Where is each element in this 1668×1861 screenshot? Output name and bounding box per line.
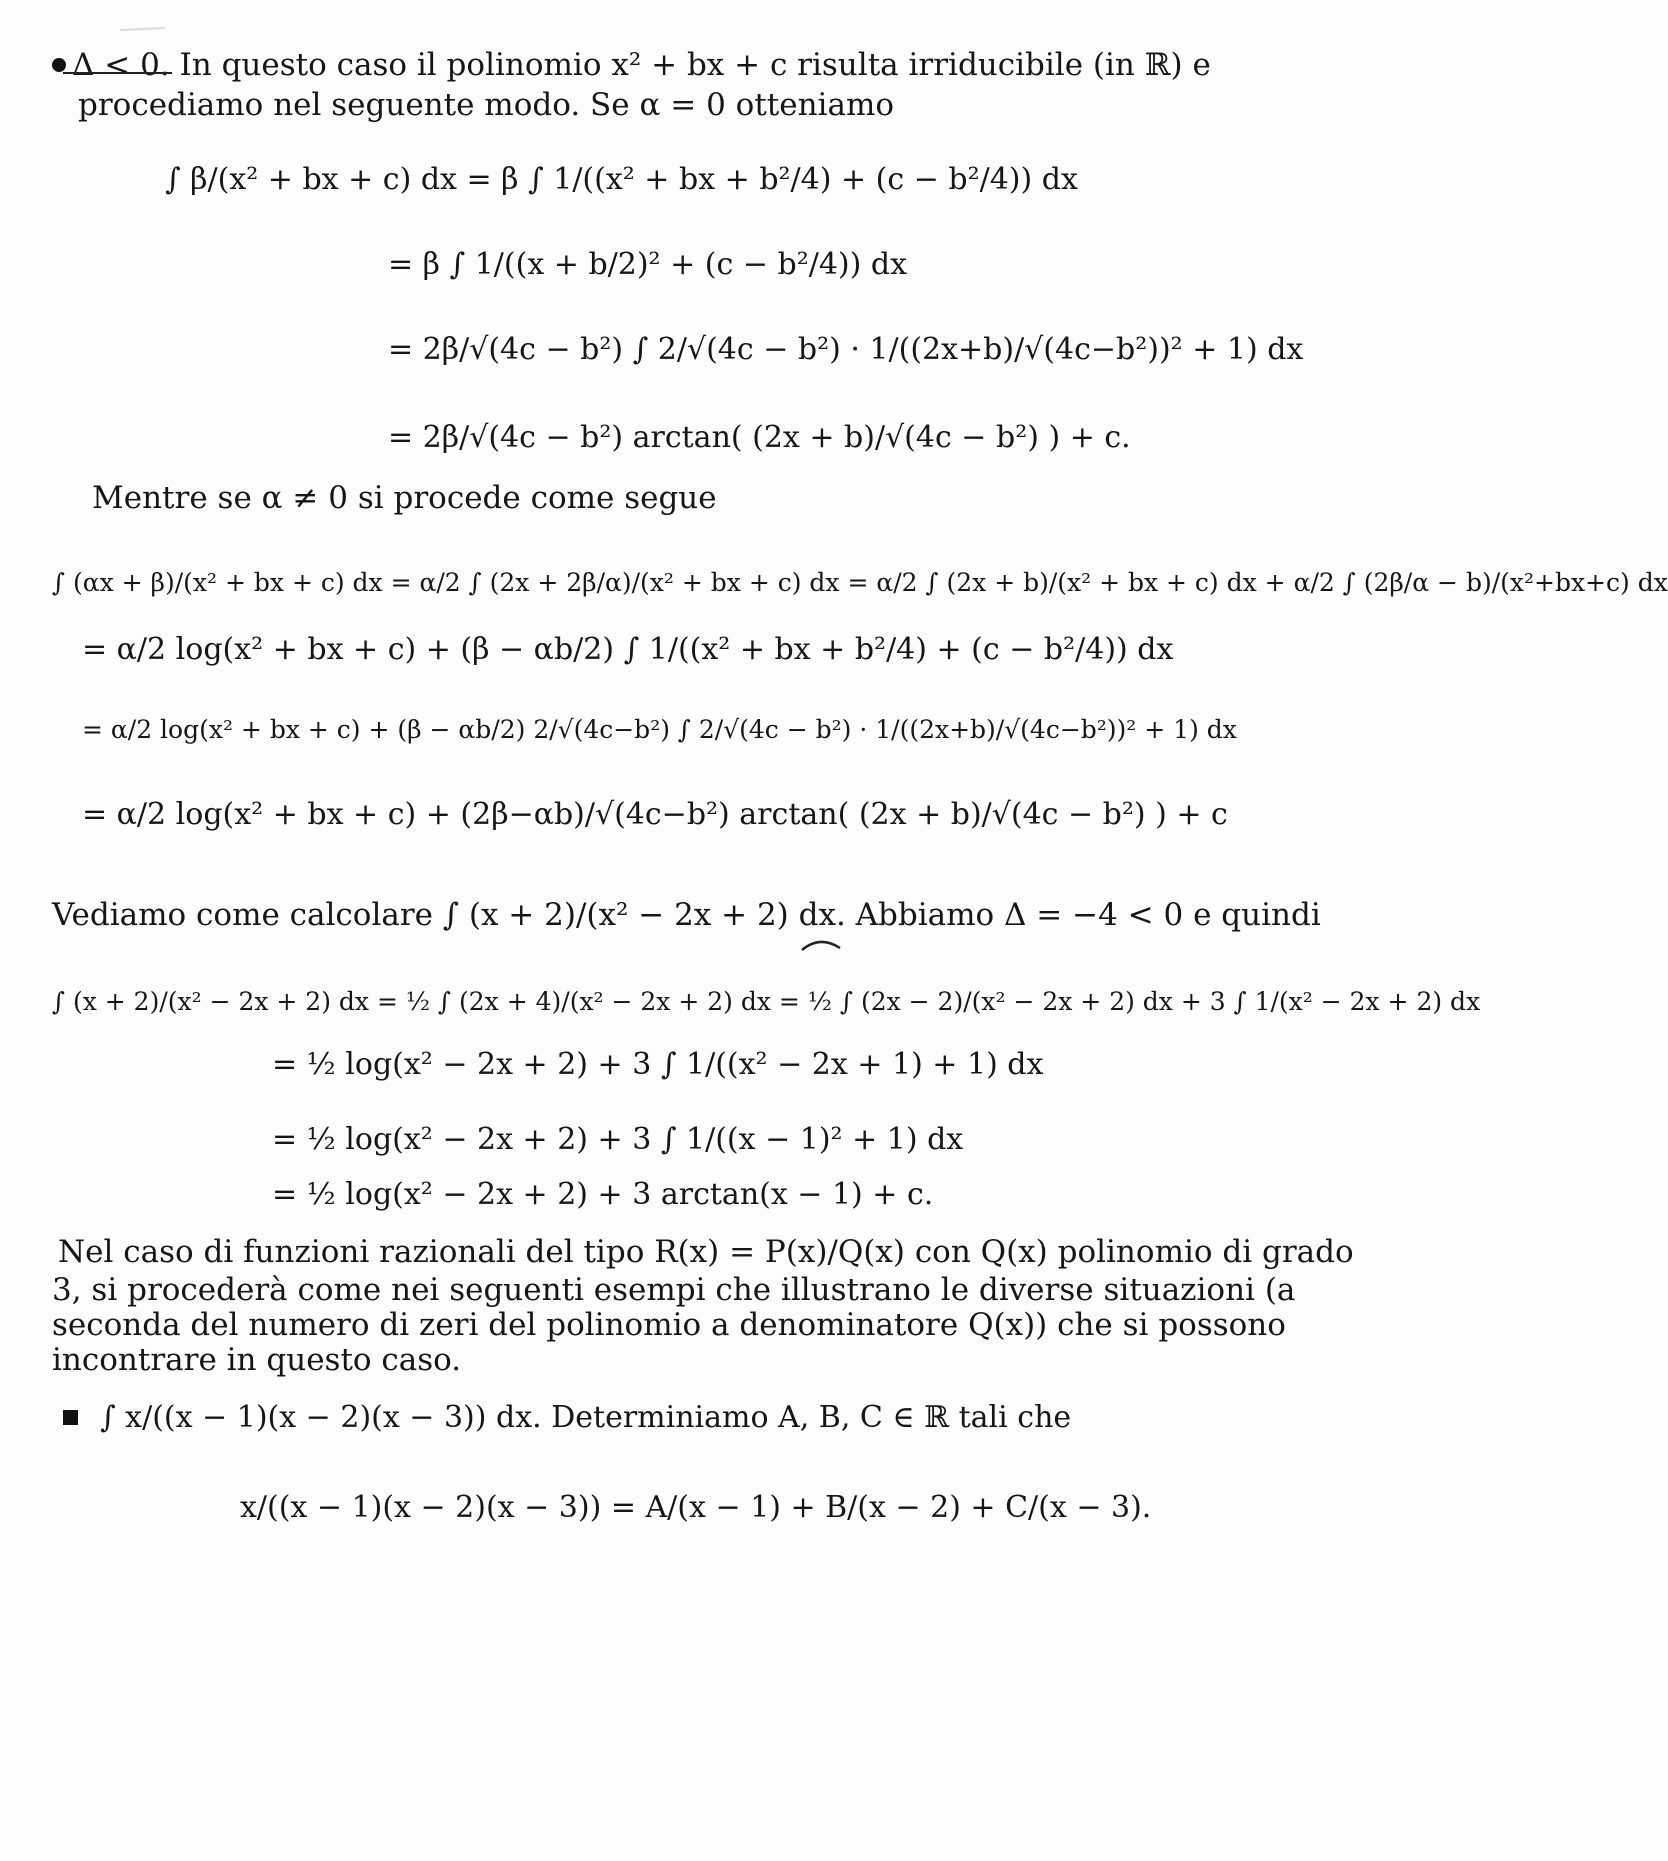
example-formula-line-4: = ½ log(x² − 2x + 2) + 3 arctan(x − 1) + c. bbox=[272, 1177, 934, 1212]
formula-alpha-nonzero-line-1: ∫ (αx + β)/(x² + bx + c) dx = α/2 ∫ (2x + 2β/α)/(x² + bx + c) dx = α/2 ∫ (2x + b)/(x² + bx + c) dx + α/2 ∫ (2β/α − b)/(x²+bx+c) dx bbox=[52, 568, 1668, 597]
mentre-line: Mentre se α ≠ 0 si procede come segue bbox=[92, 480, 717, 516]
rational-paragraph-line-1: Nel caso di funzioni razionali del tipo R(x) = P(x)/Q(x) con Q(x) polinomio di grado bbox=[58, 1234, 1354, 1270]
formula-alpha-zero-line-1: ∫ β/(x² + bx + c) dx = β ∫ 1/((x² + bx + b²/4) + (c − b²/4)) dx bbox=[165, 162, 1078, 197]
rational-paragraph-line-3: seconda del numero di zeri del polinomio a denominatore Q(x)) che si possono bbox=[52, 1307, 1286, 1343]
partial-fraction-decomposition: x/((x − 1)(x − 2)(x − 3)) = A/(x − 1) + B/(x − 2) + C/(x − 3). bbox=[240, 1490, 1152, 1525]
formula-alpha-nonzero-line-2: = α/2 log(x² + bx + c) + (β − αb/2) ∫ 1/((x² + bx + b²/4) + (c − b²/4)) dx bbox=[82, 632, 1174, 667]
formula-alpha-zero-line-4: = 2β/√(4c − b²) arctan( (2x + b)/√(4c − b²) ) + c. bbox=[388, 420, 1131, 455]
intro-line-2: procediamo nel seguente modo. Se α = 0 otteniamo bbox=[78, 87, 895, 123]
formula-alpha-zero-line-2: = β ∫ 1/((x + b/2)² + (c − b²/4)) dx bbox=[388, 247, 907, 282]
example-formula-line-2: = ½ log(x² − 2x + 2) + 3 ∫ 1/((x² − 2x + 1) + 1) dx bbox=[272, 1047, 1044, 1082]
formula-alpha-nonzero-line-3: = α/2 log(x² + bx + c) + (β − αb/2) 2/√(4c−b²) ∫ 2/√(4c − b²) · 1/((2x+b)/√(4c−b²))² + 1) dx bbox=[82, 715, 1237, 744]
rational-paragraph-line-4: incontrare in questo caso. bbox=[52, 1342, 462, 1378]
square-bullet-marker bbox=[63, 1410, 78, 1425]
example-intro: Vediamo come calcolare ∫ (x + 2)/(x² − 2x + 2) dx. Abbiamo Δ = −4 < 0 e quindi bbox=[52, 897, 1321, 933]
formula-alpha-nonzero-line-4: = α/2 log(x² + bx + c) + (2β−αb)/√(4c−b²) arctan( (2x + b)/√(4c − b²) ) + c bbox=[82, 797, 1228, 832]
formula-alpha-zero-line-3: = 2β/√(4c − b²) ∫ 2/√(4c − b²) · 1/((2x+b)/√(4c−b²))² + 1) dx bbox=[388, 332, 1304, 367]
example-item-line: ∫ x/((x − 1)(x − 2)(x − 3)) dx. Determiniamo A, B, C ∈ ℝ tali che bbox=[100, 1400, 1072, 1435]
bullet-marker bbox=[52, 58, 66, 72]
intro-line-1: Δ < 0. In questo caso il polinomio x² + bx + c risulta irriducibile (in ℝ) e bbox=[72, 47, 1211, 83]
rational-paragraph-line-2: 3, si procederà come nei seguenti esempi che illustrano le diverse situazioni (a bbox=[52, 1272, 1296, 1308]
example-formula-line-1: ∫ (x + 2)/(x² − 2x + 2) dx = ½ ∫ (2x + 4)/(x² − 2x + 2) dx = ½ ∫ (2x − 2)/(x² − 2x + 2) dx + 3 ∫ 1/(x² − 2x + 2) dx bbox=[52, 987, 1481, 1016]
example-formula-line-3: = ½ log(x² − 2x + 2) + 3 ∫ 1/((x − 1)² + 1) dx bbox=[272, 1122, 964, 1157]
